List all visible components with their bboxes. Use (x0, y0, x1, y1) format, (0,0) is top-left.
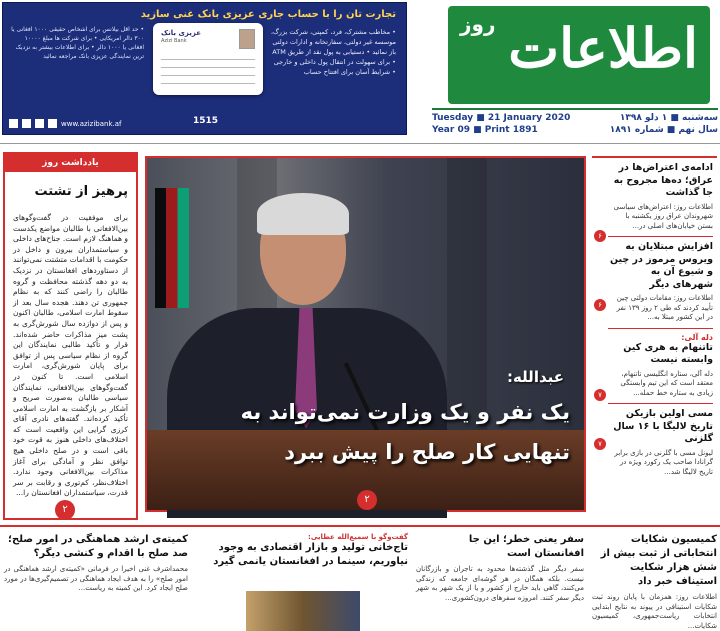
bank-card-image (153, 23, 263, 95)
speaker-hair (257, 193, 349, 235)
bottom-stories (0, 525, 720, 630)
news-brief[interactable] (592, 237, 717, 329)
youtube-icon: ▶ (49, 119, 56, 127)
bottom-story[interactable] (416, 533, 584, 621)
lead-story[interactable] (145, 156, 586, 512)
editorial-page-badge: ۲ (55, 500, 75, 520)
date-en-line1: Tuesday ■ 21 January 2020 (432, 113, 571, 123)
editorial-title[interactable]: پرهیز از تشتت (34, 184, 128, 199)
masthead-divider (0, 143, 720, 144)
news-brief[interactable] (592, 404, 717, 477)
bottom-story[interactable] (196, 533, 408, 621)
lead-kicker: عبدالله: (506, 368, 564, 386)
brief-page-badge: ۷ (594, 438, 606, 450)
story-kicker: گفت‌وگو با سمیع‌الله عطایی: (308, 533, 408, 541)
ad-title: تجارت تان را با حساب جاری عزیزی بانک غنی سازید (140, 9, 396, 20)
date-fa-line2: سال نهم ■ شماره ۱۸۹۱ (609, 125, 718, 135)
story-title: تاج‌خانی تولید و بازار اقتصادی به وجود نیاوریم، سینما در افغانستان یانمی گیرد (213, 542, 408, 567)
brief-title: ادامه‌ی اعتراض‌ها در عراق؛ ده‌ها مجروح به جا گذاشت (613, 162, 713, 198)
date-en (432, 112, 572, 136)
story-body: محمداشرف غنی اخیرا در فرمانی «کمیته‌ی ارشد هماهنگی در امور صلح» را به هدف ایجاد هماهنگی در تصمیم‌گیری‌ها در مورد صلح ایجاد کرد. این کمیته به ریاست... (4, 565, 188, 592)
brief-body: دله آلی، ستاره انگلیسی تاتنهام، معتقد است که این تیم وابستگی زیادی به ستاره خط حمله... (620, 369, 713, 397)
news-brief[interactable] (592, 329, 717, 405)
news-brief[interactable] (592, 158, 717, 240)
bottom-story[interactable] (592, 533, 717, 630)
flag-image (155, 188, 189, 308)
newspaper-logo (448, 6, 710, 104)
twitter-icon: t (35, 119, 44, 128)
issue-dates (432, 112, 718, 138)
brief-title: مسی اولین بازیکن تاریخ لالیگا با ۱۶ سال گلزنی (613, 408, 713, 444)
ad-bullets: • مخاطب مشترک، فرد، کمپنی، شرکت بزرگ، موسسه غیر دولتی، سفارتخانه و ادارات دولتی باز نمائید • دستیابی به پول نقد از طریق ATM • برای سهولت در انتقال پول داخلی و خارجی • شرایط آسان برای افتتاح حساب (270, 28, 396, 76)
story-body: اطلاعات روز: همزمان با پایان روند ثبت شکایات استینافی در پیوند به نتایج ابتدایی انتخابات ریاست‌جمهوری، کمیسیون شکایات... (592, 593, 717, 630)
date-en-line2: Year 09 ■ Print 1891 (432, 125, 538, 135)
editorial-header: یادداشت روز (5, 154, 136, 172)
linkedin-icon: in (22, 119, 31, 127)
bank-name: عزیزی بانک (161, 29, 202, 37)
brief-title: افزایش مبتلایان به ویروس مرموز در چین و شیوع آن به شهرهای دیگر (609, 241, 713, 290)
news-briefs-column (592, 156, 717, 522)
card-photo (239, 29, 255, 49)
date-fa (578, 112, 718, 136)
story-title: سفر یعنی خطر؛ این جا افغانستان است (468, 534, 584, 559)
brief-body: اطلاعات روز: مقامات دولتی چین تأیید کردند که طی ۲ روز ۱۳۹ نفر در این کشور مبتلا به... (616, 294, 713, 321)
editorial-column (3, 152, 138, 520)
bank-name-en: Azizi Bank (161, 38, 187, 44)
ad-conditions: • حد اقل بیلانس برای اشخاص حقیقی ۱۰۰۰ افغانی یا ۳۰۰ دالر امریکایی • برای شرکت ها مبلغ ۱۰۰۰۰ افغانی یا ۱۰۰۰ دالر • برای اطلاعات بیشتر به نزدیک ترین نمایندگی عزیزی بانک مراجعه نمائید (11, 26, 144, 60)
logo-small-text: روز (460, 12, 496, 36)
brief-body: اطلاعات روز: اعتراض‌های سیاسی شهروندان عراق روز یکشنبه با بستن خیابان‌های اصلی در... (613, 202, 713, 230)
story-title: کمیته‌ی ارشد هماهنگی در امور صلح؛ صد صلح با اقدام و کنشی دیگر؟ (8, 534, 188, 559)
facebook-icon: f (9, 119, 18, 128)
card-lines (161, 55, 255, 87)
lead-headline[interactable]: یک نفر و یک وزارت نمی‌تواند به تنهایی کار صلح را پیش ببرد (240, 400, 570, 464)
ad-website: www.azizibank.af (61, 119, 122, 128)
date-fa-line1: سه‌شنبه ■ ۱ دلو ۱۳۹۸ (619, 113, 718, 123)
masthead (432, 2, 718, 110)
brief-kicker: دله آلی: (681, 332, 713, 342)
lead-page-badge: ۲ (357, 490, 377, 510)
story-title: کمیسیون شکایات انتخاباتی از ثبت بیش از شش هزار شکایت استیناف خبر داد (600, 534, 717, 587)
brief-body: لیونل مسی با گلزنی در بازی برابر گرانادا صاحب یک رکورد ویژه در تاریخ لالیگا شد... (614, 448, 713, 476)
ad-phone: 1515 (193, 116, 219, 126)
logo-text: اطلاعات (508, 16, 698, 80)
brief-title: تاتنهام به هری کین وابسته نیست (623, 341, 713, 365)
brief-page-badge: ۶ (594, 299, 606, 311)
story-photo (246, 591, 360, 631)
story-body: سفر دیگر مثل گذشته‌ها محدود به تاجران و بازرگانان نیست. بلکه همگان در هر گوشه‌ای جامعه که زندگی می‌کنند، گاهی باید خارج از کشور و یا از یک شهر به شهر دیگر سفر کنند. امروزه سفرهای درون‌کشوری... (416, 565, 584, 602)
bank-advertisement (2, 2, 407, 135)
bottom-story[interactable] (4, 533, 188, 621)
brief-page-badge: ۷ (594, 389, 606, 401)
editorial-body: برای موفقیت در گفت‌وگوهای بین‌الافغانی با طالبان مواضع یکدست و هماهنگ لازم است. جناح‌های داخلی و سیاستمداران بیرون و داخل در حکومت با اقدامات متشتت نمی‌توانند از دستاوردهای افغانستان در نزدیک به دو دهه گذشته محافظت و گروه طالبان را راضی کنند که به نظام جمهوری تن دهند. هجده سال بعد از سقوط امارت اسلامی، طالبان اکنون و پس از دوازده سال شورش‌گری به پشت میز مذاکرات حاضر شده‌اند. قرار و تأکید طالبی نمایندگان این گروه از نظام سیاسی پس از توافق برای پایان شورش‌گری، امارت اسلامی است. تا کنون در گفت‌وگوهای بین‌الافغانی، نمایندگان سیاسی طالبان به‌صورت صریح و آشکار بر بازگشت به امارت اسلامی تأکید کرده‌اند. گفته‌های نادری آقای کرزی گرایی این واقعیت است که اختلاف‌های داخلی هنوز به قوت خود باقی است و در صلح داخلی هیچ توافق نظر و آمادگی برای آغاز مذاکرات بین‌الافغانی وجود ندارد. اختلاف‌نظر، کم‌توری و رقابت بر سر قدرت، سیاستمداران افغانستان را... (13, 213, 128, 498)
brief-page-badge: ۶ (594, 230, 606, 242)
ad-footer (9, 119, 122, 128)
